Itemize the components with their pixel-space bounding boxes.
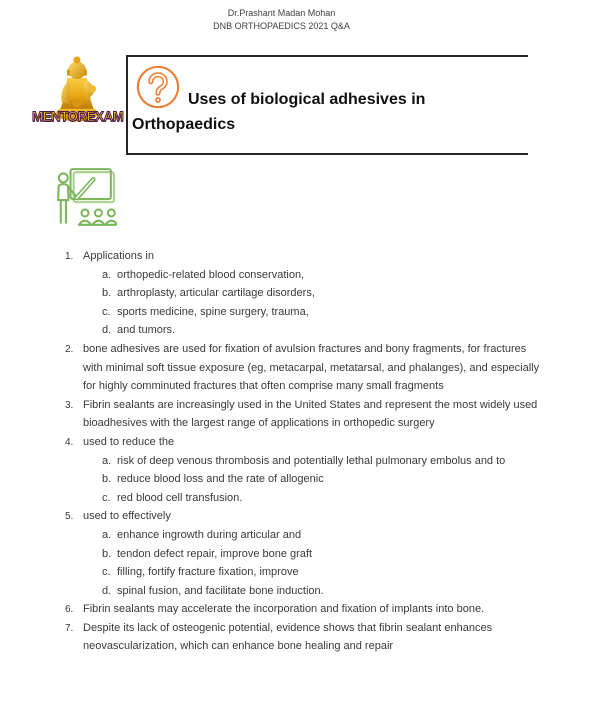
- sub-item-text: sports medicine, spine surgery, trauma,: [117, 305, 309, 318]
- list-item-text: Despite its lack of osteogenic potential, evidence shows that fibrin sealant enhances neovascularization, which can enhance bone healing and repair: [83, 621, 493, 653]
- sub-item: [102, 470, 528, 489]
- sub-item-text: filling, fortify fracture fixation, improve: [117, 566, 299, 579]
- list-item-number: 2.: [65, 343, 74, 355]
- sub-item: [102, 303, 528, 322]
- document-header: [0, 7, 563, 33]
- sub-item: [102, 582, 528, 601]
- logo-brand-text: MENTOREXAM: [32, 109, 124, 124]
- list-item-number: 6.: [65, 604, 74, 616]
- sub-item-letter: b.: [102, 473, 112, 486]
- list-item-2: [65, 340, 543, 396]
- header-subtitle: DNB ORTHOPAEDICS 2021 Q&A: [213, 21, 350, 31]
- sub-item-text: enhance ingrowth during articular and: [117, 528, 302, 541]
- list-item-text: Applications in: [83, 250, 154, 262]
- sub-list: [102, 266, 543, 340]
- sub-item-letter: c.: [102, 305, 111, 318]
- sub-item-letter: b.: [102, 547, 112, 560]
- list-item-7: [65, 619, 543, 656]
- list-item-number: 4.: [65, 436, 74, 448]
- header-author: Dr.Prashant Madan Mohan: [227, 8, 336, 18]
- sub-item-letter: d.: [102, 584, 112, 597]
- sub-item: [102, 284, 528, 303]
- mentorexam-logo: [32, 56, 122, 124]
- list-item-text: used to effectively: [83, 510, 171, 523]
- sub-list: [102, 526, 543, 600]
- list-item-text: used to reduce the: [83, 435, 175, 448]
- list-item-number: 1.: [65, 251, 74, 262]
- sub-item: [102, 526, 528, 545]
- sub-list: [102, 452, 543, 508]
- sub-item: [102, 266, 528, 285]
- answer-list: [65, 247, 543, 656]
- sub-item-letter: a.: [102, 528, 112, 541]
- list-item-number: 7.: [65, 622, 74, 634]
- sub-item-text: reduce blood loss and the rate of allogenic: [117, 473, 324, 486]
- list-item-text: Fibrin sealants are increasingly used in the United States and represent the most widely used bioadhesives with the largest range of applications in orthopedic surgery: [83, 398, 538, 430]
- sub-item-letter: a.: [102, 268, 112, 281]
- list-item-5: [65, 507, 543, 600]
- sub-item-letter: a.: [102, 454, 112, 467]
- sub-item-text: and tumors.: [117, 324, 176, 337]
- list-item-number: 3.: [65, 399, 74, 411]
- question-title-box: [126, 55, 528, 155]
- sub-item-text: tendon defect repair, improve bone graft: [117, 547, 313, 560]
- sub-item: [102, 321, 528, 340]
- sub-item-letter: c.: [102, 566, 111, 579]
- sub-item-letter: c.: [102, 491, 111, 504]
- sub-item: [102, 563, 528, 582]
- sub-item-text: spinal fusion, and facilitate bone induction.: [117, 584, 324, 597]
- presenter-icon: [53, 166, 117, 230]
- sub-item-letter: b.: [102, 287, 112, 300]
- list-item-text: bone adhesives are used for fixation of avulsion fractures and bony fragments, for fractures with minimal soft tissue exposure (eg, metacarpal, metatarsal, and phalanges), and especially for highly comminuted fractures that often comprise many small fragments: [83, 342, 540, 393]
- list-item-text: Fibrin sealants may accelerate the incorporation and fixation of implants into bone.: [83, 603, 485, 616]
- sub-item: [102, 545, 528, 564]
- question-title: Uses of biological adhesives in Orthopaedics: [132, 91, 426, 133]
- list-item-3: [65, 396, 543, 433]
- sub-item-text: red blood cell transfusion.: [117, 491, 243, 504]
- sub-item-text: orthopedic-related blood conservation,: [117, 268, 305, 281]
- sub-item: [102, 452, 528, 471]
- list-item-1: [65, 247, 543, 340]
- sub-item-letter: d.: [102, 324, 112, 337]
- sub-item: [102, 489, 528, 508]
- list-item-6: [65, 600, 543, 619]
- sub-item-text: risk of deep venous thrombosis and potentially lethal pulmonary embolus and to: [117, 454, 506, 467]
- list-item-number: 5.: [65, 511, 74, 523]
- sub-item-text: arthroplasty, articular cartilage disorders,: [117, 287, 315, 300]
- list-item-4: [65, 433, 543, 507]
